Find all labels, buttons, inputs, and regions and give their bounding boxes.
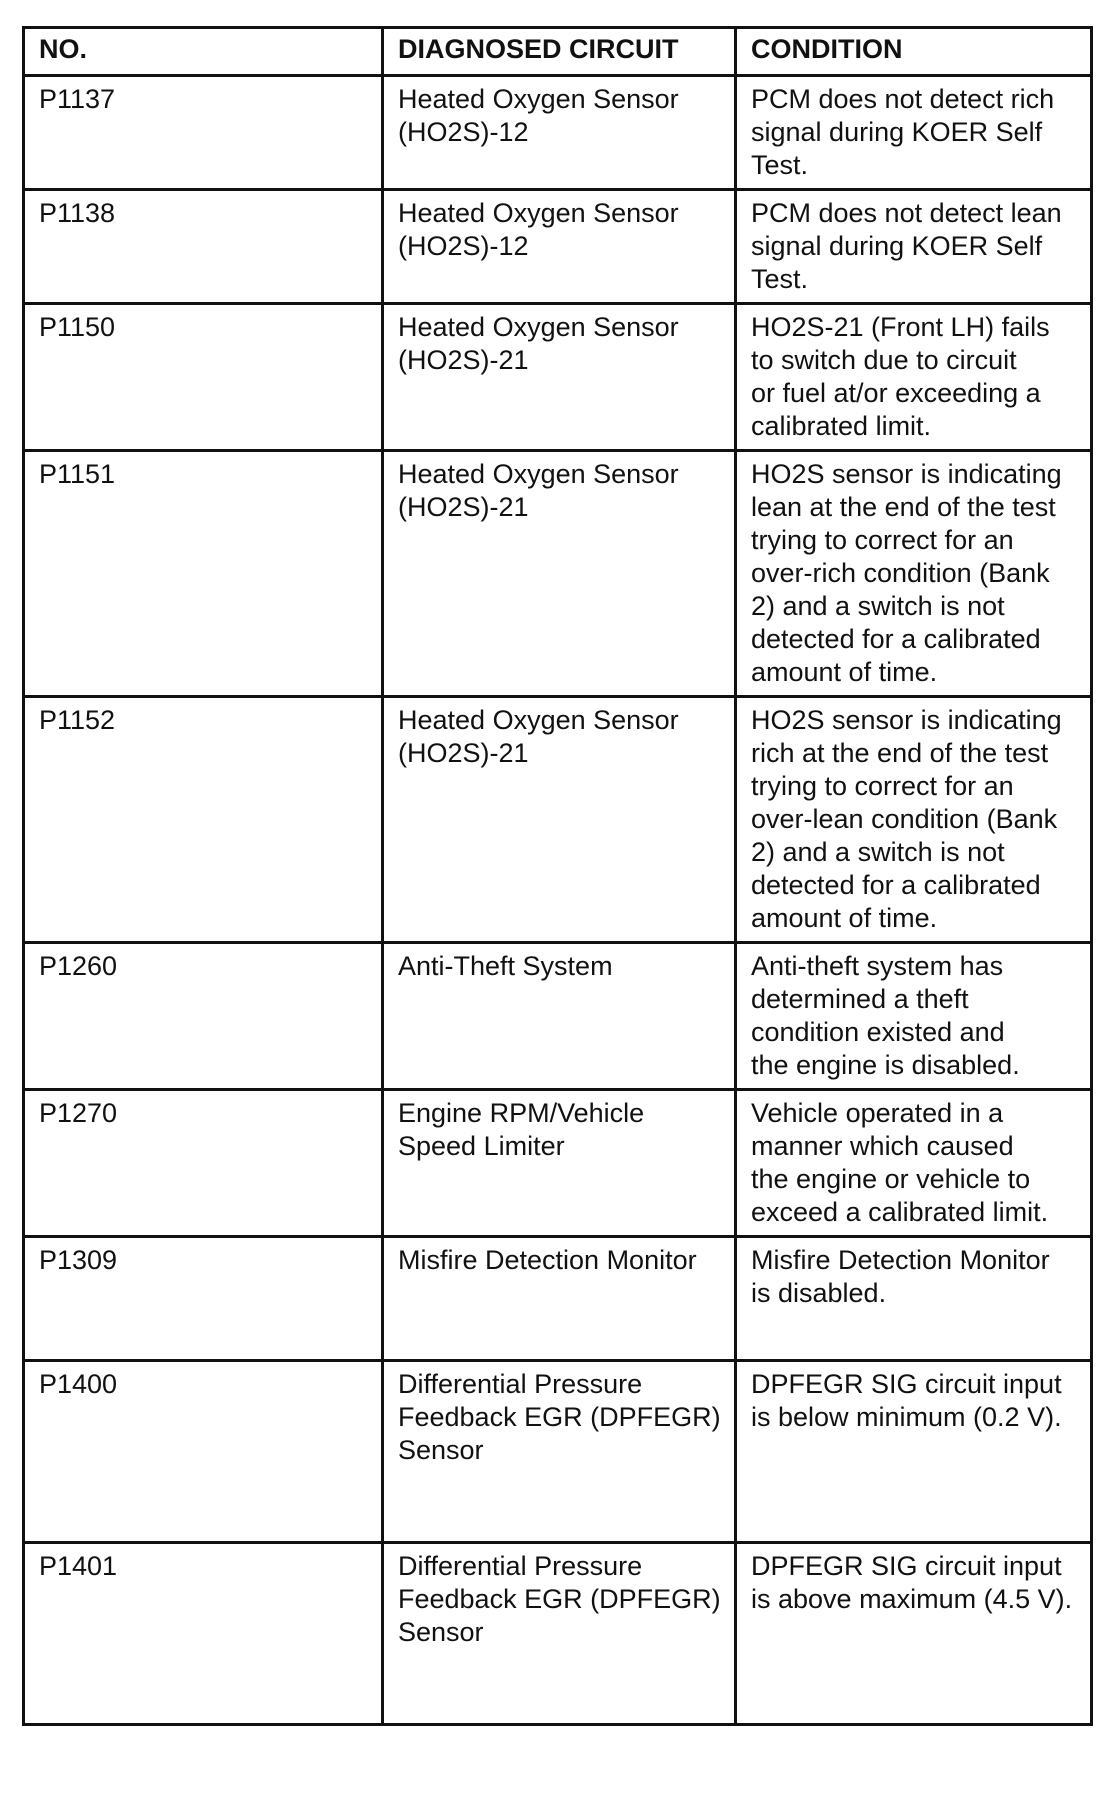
table-row: [24, 304, 1092, 451]
table-header-row: [24, 28, 1092, 76]
diagnosed-circuit-cell: Heated Oxygen Sensor (HO2S)-21: [383, 304, 736, 451]
diagnosed-circuit-cell: Heated Oxygen Sensor (HO2S)-21: [383, 697, 736, 943]
condition-cell: Misfire Detection Monitor is disabled.: [736, 1237, 1092, 1361]
code-cell: P1400: [24, 1361, 383, 1543]
condition-cell: DPFEGR SIG circuit input is below minimum (0.2 V).: [736, 1361, 1092, 1543]
header-no: NO.: [24, 28, 383, 76]
diagnostic-code-table: [22, 26, 1093, 1726]
header-condition: CONDITION: [736, 28, 1092, 76]
table-row: [24, 697, 1092, 943]
code-cell: P1309: [24, 1237, 383, 1361]
condition-cell: HO2S sensor is indicating rich at the end of the test trying to correct for an over-lean condition (Bank 2) and a switch is not detected for a calibrated amount of time.: [736, 697, 1092, 943]
code-cell: P1270: [24, 1090, 383, 1237]
code-cell: P1401: [24, 1543, 383, 1725]
diagnosed-circuit-cell: Heated Oxygen Sensor (HO2S)-12: [383, 190, 736, 304]
code-cell: P1151: [24, 451, 383, 697]
condition-cell: DPFEGR SIG circuit input is above maximum (4.5 V).: [736, 1543, 1092, 1725]
table-row: [24, 76, 1092, 190]
table-row: [24, 1361, 1092, 1543]
code-cell: P1152: [24, 697, 383, 943]
code-cell: P1137: [24, 76, 383, 190]
table-row: [24, 1237, 1092, 1361]
diagnosed-circuit-cell: Heated Oxygen Sensor (HO2S)-12: [383, 76, 736, 190]
table-row: [24, 1090, 1092, 1237]
table-row: [24, 1543, 1092, 1725]
header-diagnosed-circuit: DIAGNOSED CIRCUIT: [383, 28, 736, 76]
diagnosed-circuit-cell: Anti-Theft System: [383, 943, 736, 1090]
code-cell: P1260: [24, 943, 383, 1090]
diagnosed-circuit-cell: Heated Oxygen Sensor (HO2S)-21: [383, 451, 736, 697]
diagnosed-circuit-cell: Differential Pressure Feedback EGR (DPFEGR) Sensor: [383, 1361, 736, 1543]
code-cell: P1138: [24, 190, 383, 304]
condition-cell: PCM does not detect lean signal during KOER Self Test.: [736, 190, 1092, 304]
table-body: [24, 76, 1092, 1725]
table-row: [24, 451, 1092, 697]
condition-cell: Vehicle operated in a manner which caused the engine or vehicle to exceed a calibrated limit.: [736, 1090, 1092, 1237]
condition-cell: PCM does not detect rich signal during KOER Self Test.: [736, 76, 1092, 190]
condition-cell: Anti-theft system has determined a theft condition existed and the engine is disabled.: [736, 943, 1092, 1090]
condition-cell: HO2S-21 (Front LH) fails to switch due to circuit or fuel at/or exceeding a calibrated limit.: [736, 304, 1092, 451]
table-row: [24, 943, 1092, 1090]
code-cell: P1150: [24, 304, 383, 451]
table-row: [24, 190, 1092, 304]
diagnosed-circuit-cell: Misfire Detection Monitor: [383, 1237, 736, 1361]
diagnosed-circuit-cell: Engine RPM/Vehicle Speed Limiter: [383, 1090, 736, 1237]
diagnosed-circuit-cell: Differential Pressure Feedback EGR (DPFEGR) Sensor: [383, 1543, 736, 1725]
document-page: [22, 26, 1090, 1726]
condition-cell: HO2S sensor is indicating lean at the end of the test trying to correct for an over-rich condition (Bank 2) and a switch is not detected for a calibrated amount of time.: [736, 451, 1092, 697]
